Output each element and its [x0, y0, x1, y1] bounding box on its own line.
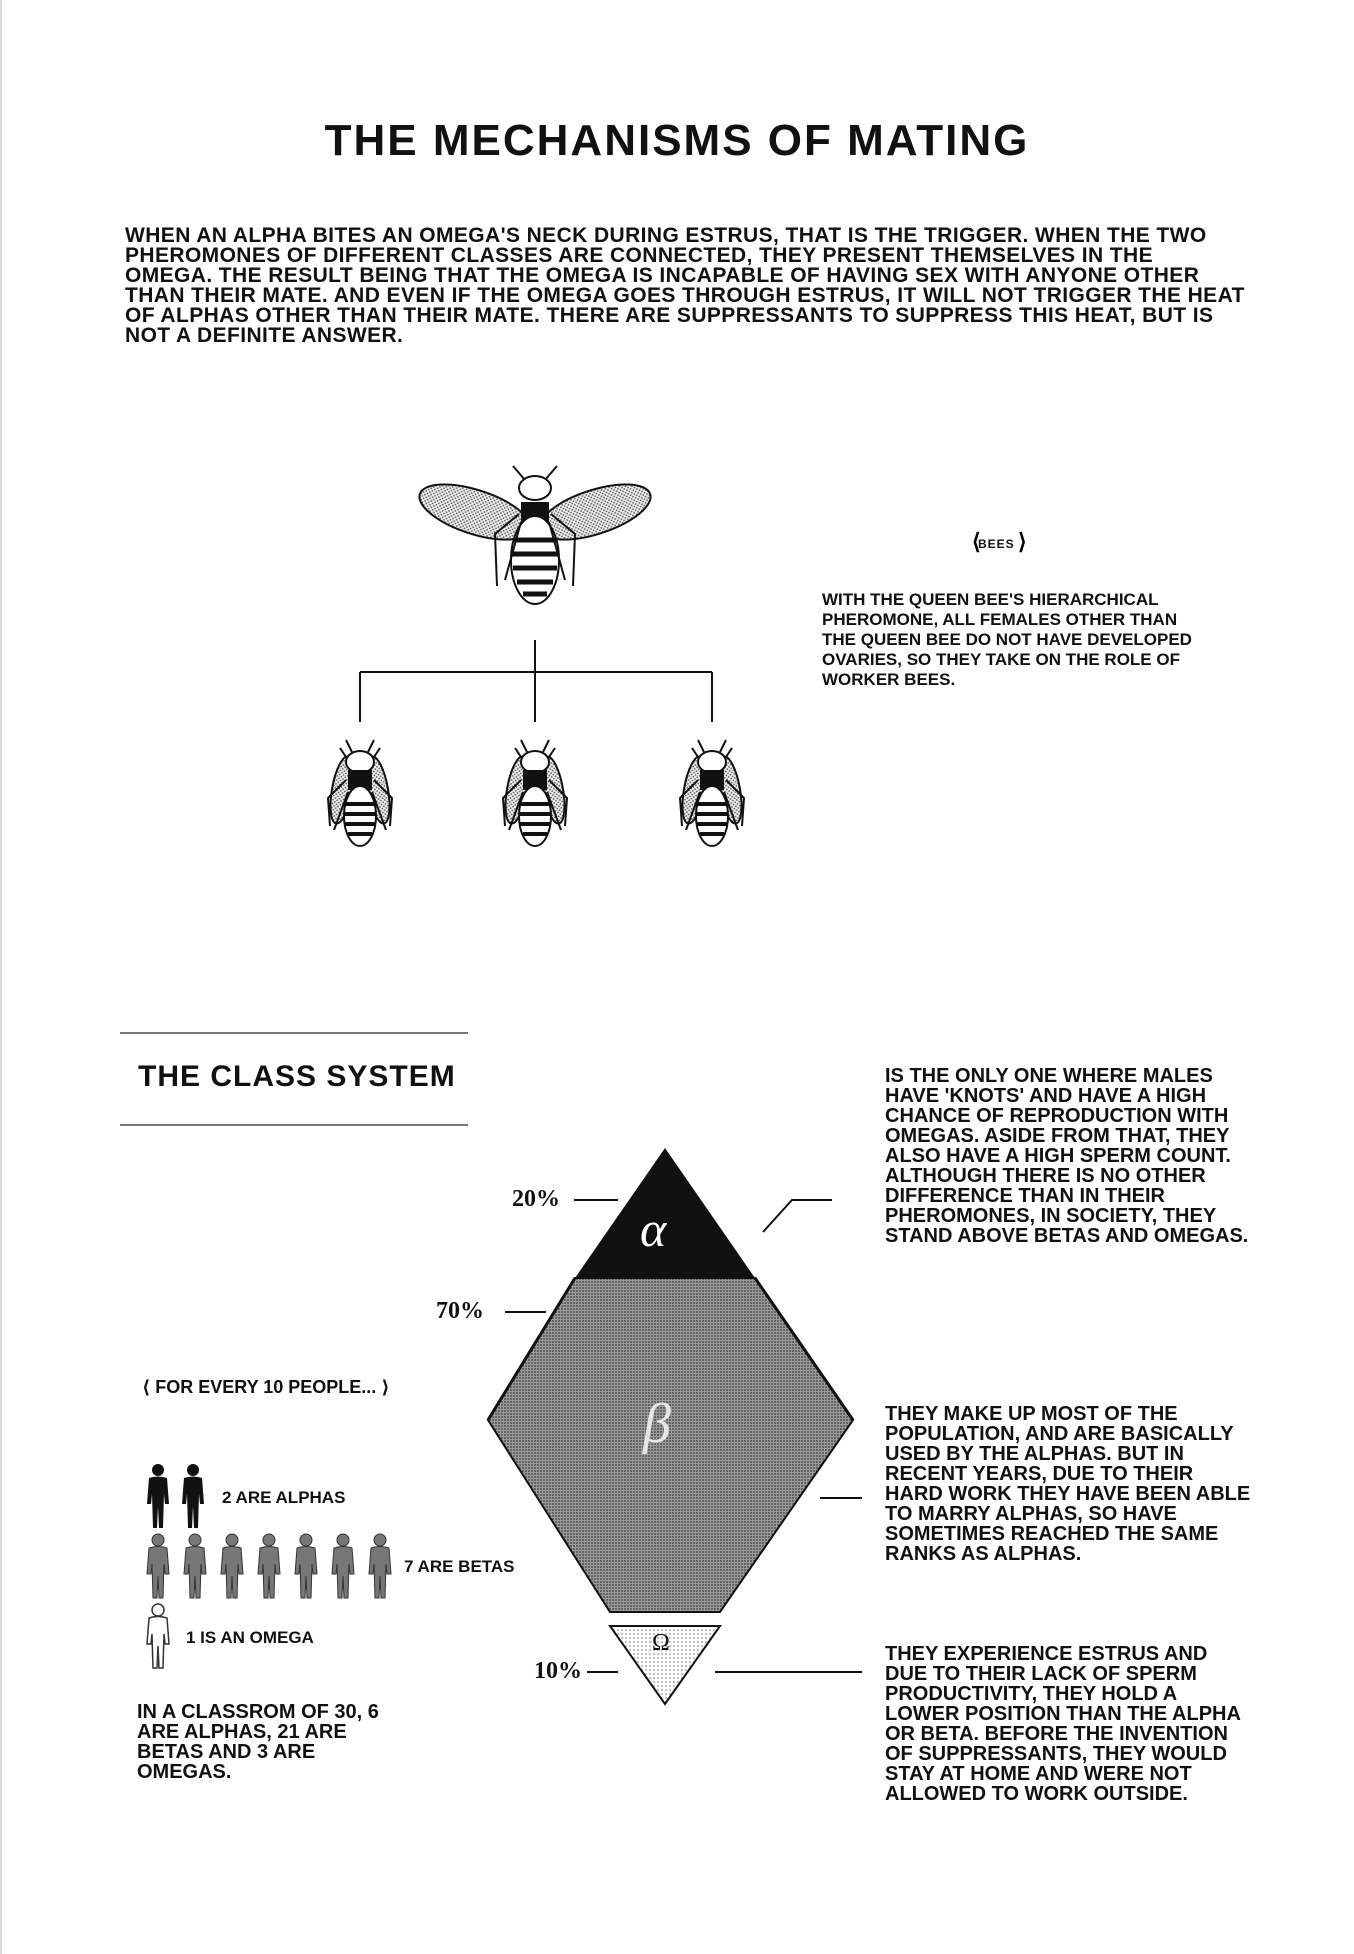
intro-paragraph: WHEN AN ALPHA BITES AN OMEGA'S NECK DURING ESTRUS, THAT IS THE TRIGGER. WHEN THE TWO PHEROMONES OF DIFFERENT CLASSES ARE CONNECTED, THEY PRESENT THEMSELVES IN THE OMEGA. THE RESULT BEING THAT THE OMEGA IS INCAPABLE OF HAVING SEX WITH ANYONE OTHER THAN THEIR MATE. AND EVEN IF THE OMEGA GOES THROUGH ESTRUS, IT WILL NOT TRIGGER THE HEAT OF ALPHAS OTHER THAN THEIR MATE. THERE ARE SUPPRESSANTS TO SUPPRESS THIS HEAT, BUT IS NOT A DEFINITE ANSWER.: [125, 224, 1245, 347]
omega-person-icon: [147, 1604, 169, 1668]
bees-caption: WITH THE QUEEN BEE'S HIERARCHICAL PHEROMONE, ALL FEMALES OTHER THAN THE QUEEN BEE DO NOT HAVE DEVELOPED OVARIES, SO THEY TAKE ON THE ROLE OF WORKER BEES.: [822, 590, 1192, 689]
worker-bee-icon: [501, 740, 569, 846]
alpha-symbol: α: [640, 1201, 667, 1257]
alpha-people-icons: [147, 1464, 204, 1528]
bracket-left-icon: ⟨: [142, 1377, 156, 1397]
per-10-people-label: FOR EVERY 10 PEOPLE...: [155, 1377, 377, 1397]
alpha-description: IS THE ONLY ONE WHERE MALES HAVE 'KNOTS' AND HAVE A HIGH CHANCE OF REPRODUCTION WITH OMEGAS. ASIDE FROM THAT, THEY ALSO HAVE A HIGH SPERM COUNT. ALTHOUGH THERE IS NO OTHER DIFFERENCE THAN IN THEIR PHEROMONES, IN SOCIETY, THEY STAND ABOVE BETAS AND OMEGAS.: [885, 1065, 1249, 1247]
bracket-right-icon: ⟩: [1018, 529, 1027, 554]
page-title: THE MECHANISMS OF MATING: [324, 116, 1030, 165]
worker-bee-icon: [678, 740, 746, 846]
omega-symbol: Ω: [652, 1630, 670, 1656]
heading-rule-top: [120, 1032, 468, 1034]
omega-percent: 10%: [534, 1658, 582, 1684]
per-10-people-title: [142, 1377, 390, 1398]
bracket-left-icon: ⟨: [972, 529, 981, 554]
bee-hierarchy-lines: [360, 640, 712, 722]
omega-count: 1 IS AN OMEGA: [186, 1628, 314, 1647]
class-system-heading: THE CLASS SYSTEM: [138, 1060, 456, 1093]
bracket-right-icon: ⟩: [376, 1377, 390, 1397]
worker-bee-icon: [326, 740, 394, 846]
alphas-count: 2 ARE ALPHAS: [222, 1488, 346, 1507]
betas-count: 7 ARE BETAS: [404, 1557, 515, 1576]
bees-label: BEES: [978, 537, 1015, 551]
beta-description: THEY MAKE UP MOST OF THE POPULATION, AND ARE BASICALLY USED BY THE ALPHAS. BUT IN RECENT YEARS, DUE TO THEIR HARD WORK THEY HAVE BEEN ABLE TO MARRY ALPHAS, SO HAVE SOMETIMES REACHED THE SAME RANKS AS ALPHAS.: [885, 1403, 1251, 1565]
beta-symbol: β: [643, 1393, 671, 1455]
classroom-note: IN A CLASSROM OF 30, 6 ARE ALPHAS, 21 ARE BETAS AND 3 ARE OMEGAS.: [137, 1701, 379, 1783]
omega-description: THEY EXPERIENCE ESTRUS AND DUE TO THEIR LACK OF SPERM PRODUCTIVITY, THEY HOLD A LOWER POSITION THAN THE ALPHA OR BETA. BEFORE THE INVENTION OF SUPPRESSANTS, THEY WOULD STAY AT HOME AND WERE NOT ALLOWED TO WORK OUTSIDE.: [885, 1643, 1241, 1805]
queen-bee-icon: [413, 466, 657, 604]
beta-people-icons: [147, 1534, 391, 1598]
alpha-percent: 20%: [512, 1186, 560, 1212]
heading-rule-bottom: [120, 1124, 468, 1126]
beta-percent: 70%: [436, 1298, 484, 1324]
